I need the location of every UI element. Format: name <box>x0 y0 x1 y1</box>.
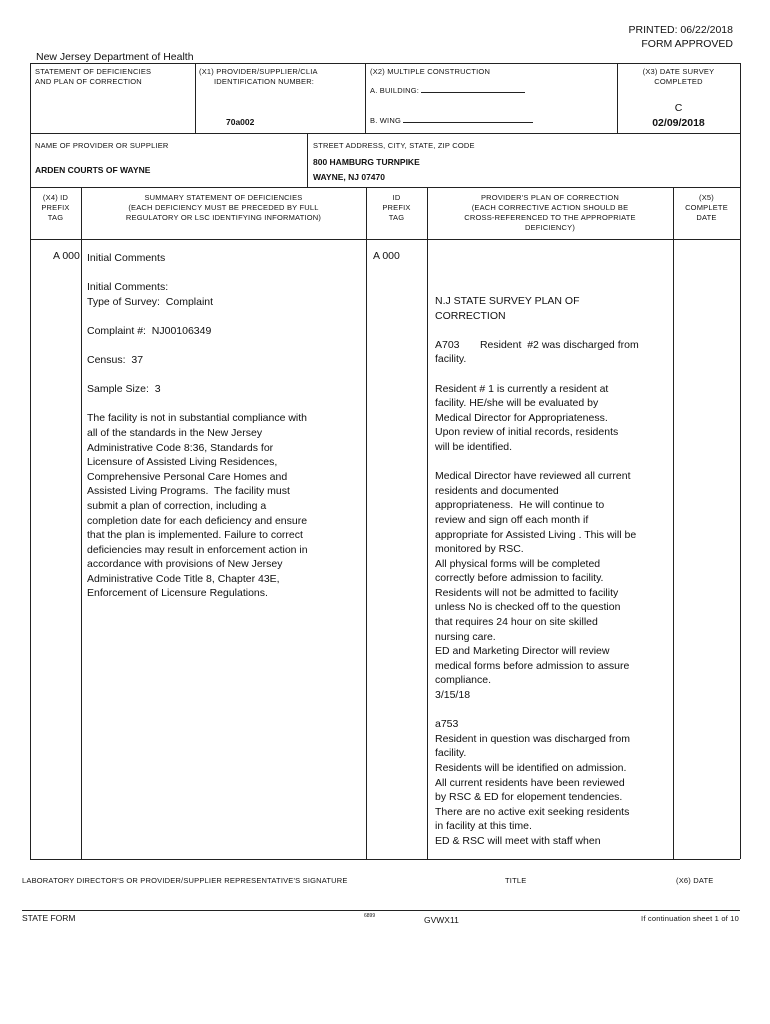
x2-label: (X2) MULTIPLE CONSTRUCTION <box>370 67 491 76</box>
x3-label-2: COMPLETED <box>654 77 703 86</box>
x3-label-1: (X3) DATE SURVEY <box>642 67 715 76</box>
x5-header <box>673 193 740 223</box>
building-line <box>370 84 525 96</box>
building-blank <box>421 84 525 93</box>
wing-label: B. WING <box>370 116 401 125</box>
address-label: STREET ADDRESS, CITY, STATE, ZIP CODE <box>313 141 475 150</box>
summary-header-2: (EACH DEFICIENCY MUST BE PRECEDED BY FULL <box>128 203 319 212</box>
wing-blank <box>403 114 533 123</box>
x3-date: 02/09/2018 <box>652 117 705 129</box>
continuation-note: If continuation sheet 1 of 10 <box>641 914 739 923</box>
x4-header-1: (X4) ID <box>42 193 69 202</box>
signature-label: LABORATORY DIRECTOR'S OR PROVIDER/SUPPLIER REPRESENTATIVE'S SIGNATURE <box>22 876 348 885</box>
department-name: New Jersey Department of Health <box>36 51 194 63</box>
x4-header-3: TAG <box>47 213 64 222</box>
summary-column-divider <box>366 187 367 859</box>
column-header-divider <box>30 239 740 240</box>
building-label: A. BUILDING: <box>370 86 420 95</box>
tag-column-divider <box>81 187 82 859</box>
header-divider <box>30 133 740 134</box>
left-title: Initial Comments <box>87 252 166 264</box>
left-border <box>30 63 31 859</box>
plan-header-4: DEFICIENCY) <box>524 223 576 232</box>
id-header-3: TAG <box>388 213 405 222</box>
statement-label-1: STATEMENT OF DEFICIENCIES <box>35 67 152 76</box>
provider-name-label: NAME OF PROVIDER OR SUPPLIER <box>35 141 169 150</box>
address-column-divider <box>307 133 308 187</box>
x4-header <box>30 193 81 223</box>
plan-header-1: PROVIDER'S PLAN OF CORRECTION <box>480 193 620 202</box>
right-tag: A 000 <box>373 250 400 262</box>
plan-header <box>427 193 673 233</box>
wing-line <box>370 114 533 126</box>
header-top-border <box>30 63 740 64</box>
address-line-1: 800 HAMBURG TURNPIKE <box>313 157 420 167</box>
x5-header-2: COMPLETE <box>685 203 728 212</box>
footer-rule <box>22 910 740 911</box>
id-header-1: ID <box>392 193 401 202</box>
address-line-2: WAYNE, NJ 07470 <box>313 172 385 182</box>
statement-label-2: AND PLAN OF CORRECTION <box>35 77 142 86</box>
plan-text: N.J STATE SURVEY PLAN OF CORRECTION A703 Resident #2 was discharged from facility. Resident # 1 is currently a resident at facility. HE/she will be evaluated by Medical Director for Appropriateness. Upon review of initial records, residents will be identified. Medical Director have reviewed all current residents and documented appropriateness. He will continue to review and sign off each month if appropriate for Assisted Living . This will be monitored by RSC. All physical forms will be completed correctly before admission to facility. Residents will not be admitted to facility unless No is checked off to the question that requires 24 hour on site skilled nursing care. ED and Marketing Director will review medical forms before admission to assure compliance. 3/15/18 a753 Resident in question was discharged from facility. Residents will be identified on admission. All current residents have been reviewed by RSC & ED for elopement tendencies. There are no active exit seeking residents in facility at this time. ED & RSC will meet with staff when <box>435 295 639 847</box>
provider-name: ARDEN COURTS OF WAYNE <box>35 165 151 175</box>
summary-header <box>81 193 366 223</box>
x1-value: 70a002 <box>226 117 255 127</box>
id-header <box>366 193 427 223</box>
x5-header-3: DATE <box>696 213 717 222</box>
form-code: 6899 <box>364 913 376 919</box>
x5-header-1: (X5) <box>699 193 714 202</box>
x3-letter: C <box>674 102 683 114</box>
state-form: STATE FORM <box>22 913 76 923</box>
x2-divider <box>365 63 366 133</box>
address-divider <box>30 187 740 188</box>
right-border <box>740 63 741 859</box>
id-header-2: PREFIX <box>382 203 411 212</box>
body-bottom-border <box>30 859 740 860</box>
title-label: TITLE <box>505 876 527 885</box>
x1-label-1: (X1) PROVIDER/SUPPLIER/CLIA <box>199 67 318 76</box>
date-label: (X6) DATE <box>676 876 714 885</box>
id-column-divider <box>427 187 428 859</box>
summary-header-1: SUMMARY STATEMENT OF DEFICIENCIES <box>144 193 303 202</box>
x4-header-2: PREFIX <box>41 203 70 212</box>
left-tag: A 000 <box>53 250 80 262</box>
x1-divider <box>195 63 196 133</box>
event-id: GVWX11 <box>424 915 459 925</box>
printed-date: PRINTED: 06/22/2018 <box>628 24 733 36</box>
x1-label-2: IDENTIFICATION NUMBER: <box>214 77 315 86</box>
summary-header-3: REGULATORY OR LSC IDENTIFYING INFORMATION) <box>125 213 322 222</box>
summary-text: Initial Comments: Type of Survey: Complaint Complaint #: NJ00106349 Census: 37 Sample Size: 3 The facility is not in substantial compliance with all of the standards in the New Jersey Administrative Code 8:36, Standards for Licensure of Assisted Living Residences, Comprehensive Personal Care Homes and Assisted Living Programs. The facility must submit a plan of correction, including a completion date for each deficiency and ensure that the plan is implemented. Failure to correct deficiencies may result in enforcement action in accordance with provisions of New Jersey Administrative Code Title 8, Chapter 43E, Enforcement of Licensure Regulations. <box>87 281 308 600</box>
plan-column-divider <box>673 187 674 859</box>
plan-header-3: CROSS-REFERENCED TO THE APPROPRIATE <box>464 213 636 222</box>
plan-header-2: (EACH CORRECTIVE ACTION SHOULD BE <box>471 203 629 212</box>
form-status: FORM APPROVED <box>641 38 733 50</box>
